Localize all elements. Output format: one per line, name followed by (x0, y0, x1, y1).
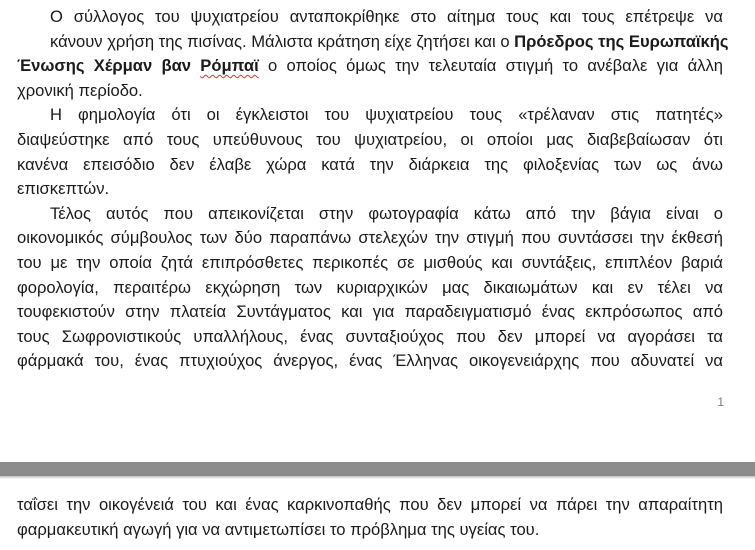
text-line: φορολογία, περαιτέρω εκχώρηση των κυριαρχικών μας δικαιωμάτων και εν τέλει να (17, 277, 723, 297)
page-break-gap (0, 462, 755, 476)
text-line: τους Σωφρονιστικούς υπαλλήλους, ένας συνταξιούχος που δεν μπορεί να αγοράσει τα (17, 326, 723, 346)
text-line (17, 30, 729, 55)
text-line: του με την οποία ζητά επιπρόσθετες περικοπές σε μισθούς και συντάξεις, επιπλέον βαριά (17, 252, 723, 272)
text-line (17, 54, 723, 79)
text-line: χρονική περίοδο. (17, 80, 143, 100)
paragraph-1 (17, 5, 729, 103)
page-number: 1 (717, 395, 724, 409)
page-2-body[interactable] (17, 493, 723, 542)
text-line: οικονομικός σύμβουλος των δύο παραπάνω στελεχών την στιγμή που συντάσσει την έκθεσή (17, 228, 723, 248)
bold-text-run: Ένωσης Χέρμαν βαν (17, 56, 201, 76)
text-line: κανένα επεισόδιο δεν έλαβε χώρα κατά την διάρκεια της φιλοξενίας των ως άνω (17, 154, 723, 174)
text-line: Η φημολογία ότι οι έγκλειστοι του ψυχιατρείου τους «τρέλαναν στις πατητές» (50, 105, 723, 125)
bold-text-run: Πρόεδρος της Ευρωπαϊκής (514, 31, 729, 51)
text-run: κάνουν χρήση της πισίνας. Μάλιστα κράτηση είχε ζητήσει και ο (50, 31, 515, 51)
text-line: επισκεπτών. (17, 179, 110, 199)
text-line: διαψεύστηκε από τους υπεύθυνους του ψυχιατρείου, οι οποίοι μας διαβεβαίωσαν ότι (17, 129, 723, 149)
paragraph-3 (17, 202, 723, 374)
text-run: ο οποίος όμως την τελευταία στιγμή το ανέβαλε για άλλη (258, 56, 723, 76)
paragraph-2 (17, 103, 723, 201)
text-line: Τέλος αυτός που απεικονίζεται στην φωτογραφία κάτω από την βάγια είναι ο (50, 203, 723, 223)
text-line: φάρμακά του, ένας πτυχιούχος άνεργος, ένας Έλληνας οικογενειάρχης που αδυνατεί να (17, 351, 723, 371)
page-1-body[interactable] (17, 5, 729, 374)
text-line: ταΐσει την οικογένειά του και ένας καρκινοπαθής που δεν μπορεί να πάρει την απαραίτητη (17, 495, 723, 514)
spellcheck-flagged-word[interactable]: Ρόμπαϊ (200, 56, 259, 76)
text-line: τουφεκιστούν στην πλατεία Συντάγματος και για παραδειγματισμό ένας εκπρόσωπος από (17, 302, 723, 322)
text-line: Ο σύλλογος του ψυχιατρείου ανταποκρίθηκε στο αίτημα τους και τους επέτρεψε να (50, 7, 723, 26)
text-line: φαρμακευτική αγωγή για να αντιμετωπίσει το πρόβλημα της υγείας του. (17, 519, 540, 539)
